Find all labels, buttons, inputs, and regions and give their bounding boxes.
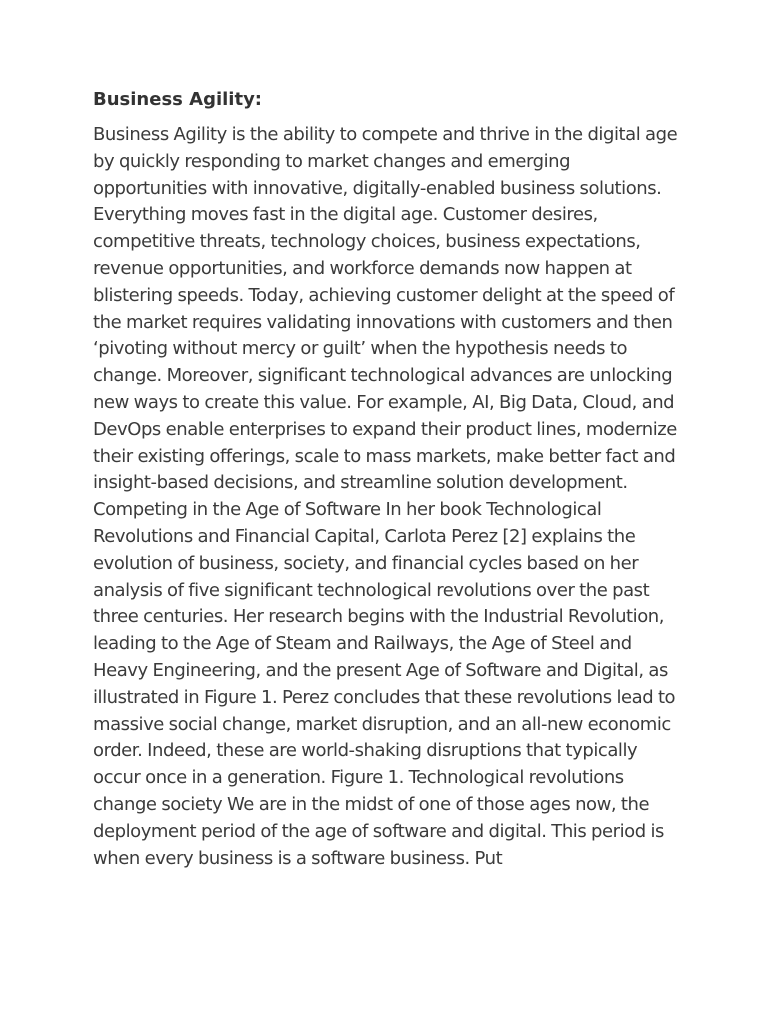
document-page (93, 86, 683, 872)
section-heading: Business Agility: (93, 89, 262, 110)
body-paragraph: Business Agility is the ability to compete and thrive in the digital age by quickly responding to market changes and emerging opportunities with innovative, digitally-enabled business solutions. Everything moves fast in the digital age. Customer desires, competitive threats, technology choices, business expectations, revenue opportunities, and workforce demands now happen at blistering speeds. Today, achieving customer delight at the speed of the market requires validating innovations with customers and then ‘pivoting without mercy or guilt’ when the hypothesis needs to change. Moreover, significant technological advances are unlocking new ways to create this value. For example, AI, Big Data, Cloud, and DevOps enable enterprises to expand their product lines, modernize their existing offerings, scale to mass markets, make better fact and insight-based decisions, and streamline solution development. Competing in the Age of Software In her book Technological Revolutions and Financial Capital, Carlota Perez [2] explains the evolution of business, society, and financial cycles based on her analysis of five significant technological revolutions over the past three centuries. Her research begins with the Industrial Revolution, leading to the Age of Steam and Railways, the Age of Steel and Heavy Engineering, and the present Age of Software and Digital, as illustrated in Figure 1. Perez concludes that these revolutions lead to massive social change, market disruption, and an all-new economic order. Indeed, these are world-shaking disruptions that typically occur once in a generation. Figure 1. Technological revolutions change society We are in the midst of one of those ages now, the deployment period of the age of software and digital. This period is when every business is a software business. Put (93, 124, 678, 869)
